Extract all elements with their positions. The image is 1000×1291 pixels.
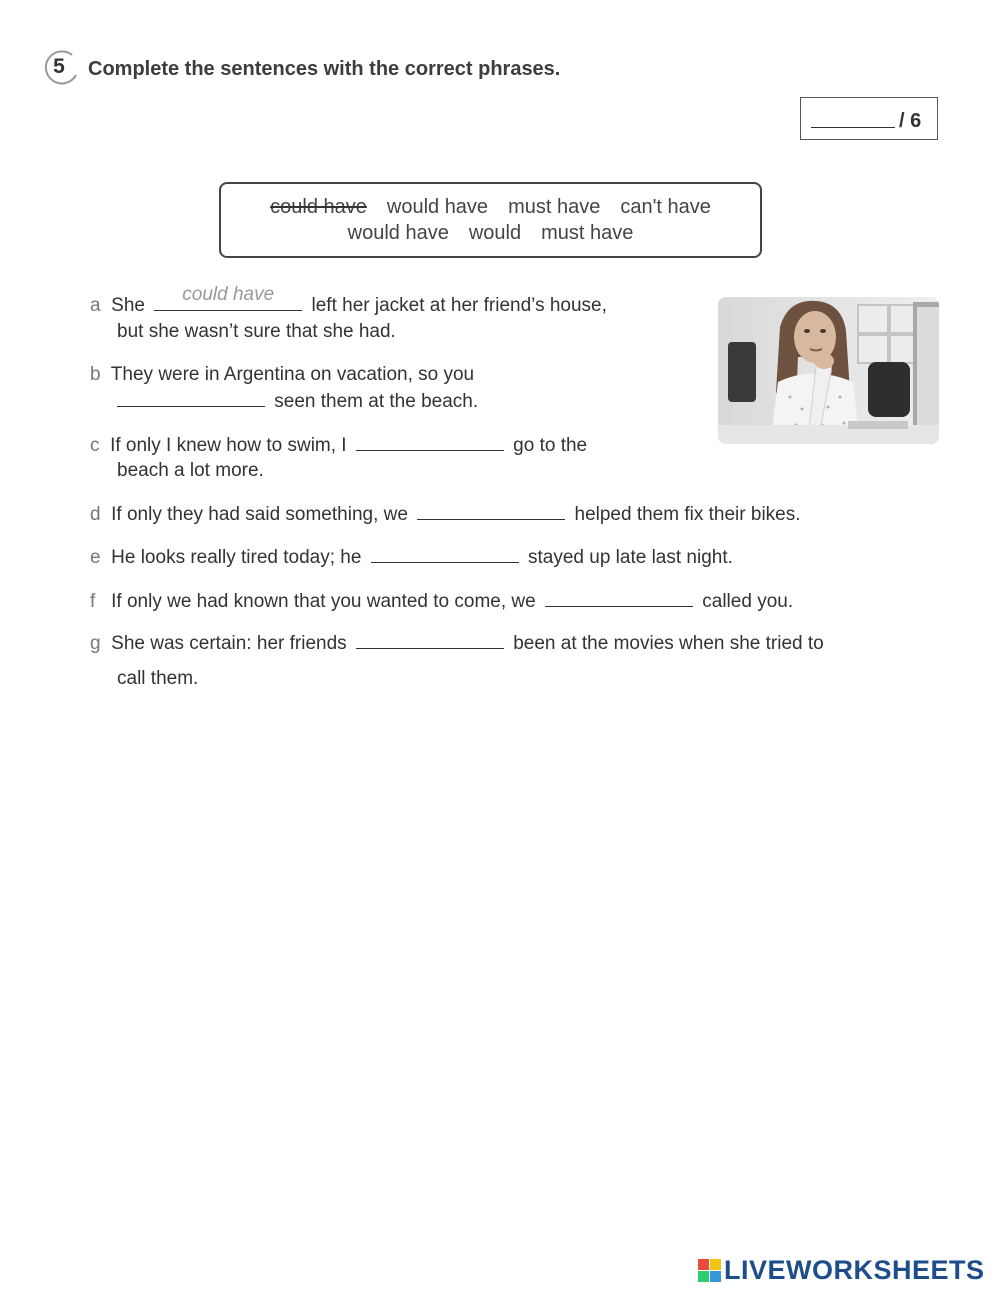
item-letter: b (90, 364, 101, 385)
instruction-text: Complete the sentences with the correct phrases. (88, 58, 561, 80)
answer-blank-b[interactable] (117, 388, 265, 407)
item-g-line2: call them. (117, 668, 199, 689)
item-letter: e (90, 547, 101, 568)
item-letter: d (90, 504, 101, 525)
item-text: She was certain: her friends (111, 633, 347, 654)
item-text: seen them at the beach. (274, 391, 479, 412)
exercise-number (42, 50, 76, 84)
word-bank-row-2 (221, 222, 760, 245)
answer-blank-e[interactable] (371, 544, 519, 563)
word-bank-item: must have (508, 196, 601, 218)
item-text: She (111, 295, 145, 316)
example-answer: could have (182, 284, 275, 305)
item-b-line2 (113, 388, 478, 415)
exercise-number-label: 5 (53, 55, 65, 78)
word-bank-item: would have (386, 196, 489, 218)
answer-blank-d[interactable] (417, 501, 565, 520)
item-text: go to the (513, 435, 588, 456)
answer-blank-c[interactable] (356, 432, 504, 451)
answer-blank-g[interactable] (356, 630, 504, 649)
answer-blank-a[interactable] (154, 284, 302, 311)
girl-thinking-photo (718, 297, 939, 444)
item-text: He looks really tired today; he (111, 547, 362, 568)
item-text: They were in Argentina on vacation, so you (110, 364, 475, 385)
score-box (800, 97, 938, 140)
score-blank[interactable] (811, 127, 895, 128)
item-text: left her jacket at her friend’s house, (311, 295, 607, 316)
item-d (90, 501, 801, 528)
item-text: stayed up late last night. (528, 547, 733, 568)
logo-text: LIVEWORKSHEETS (724, 1255, 985, 1285)
item-e (90, 544, 733, 571)
item-a-line2: but she wasn’t sure that she had. (117, 321, 396, 342)
score-total: / 6 (899, 110, 922, 132)
word-bank-row-1 (221, 196, 760, 219)
item-text: If only I knew how to swim, I (110, 435, 347, 456)
item-text: helped them fix their bikes. (574, 504, 801, 525)
item-letter: c (90, 435, 100, 456)
item-letter: a (90, 295, 101, 316)
word-bank-item: must have (541, 222, 634, 244)
word-bank-item: would (468, 222, 522, 244)
item-c (90, 432, 587, 459)
item-text: If only they had said something, we (111, 504, 408, 525)
answer-blank-f[interactable] (545, 588, 693, 607)
logo-mark-icon (698, 1259, 721, 1282)
item-letter: f (90, 591, 96, 612)
item-f (90, 588, 793, 615)
item-letter: g (90, 633, 101, 654)
item-text: If only we had known that you wanted to come, we (111, 591, 536, 612)
liveworksheets-logo (698, 1255, 985, 1286)
word-bank (219, 182, 762, 258)
item-b (90, 362, 474, 388)
item-g (90, 630, 824, 657)
item-c-line2: beach a lot more. (117, 460, 264, 481)
word-bank-item: could have (270, 196, 367, 218)
word-bank-item: can't have (620, 196, 711, 218)
item-text: been at the movies when she tried to (513, 633, 824, 654)
word-bank-item: would have (347, 222, 449, 244)
item-a (90, 284, 607, 319)
item-text: called you. (702, 591, 794, 612)
